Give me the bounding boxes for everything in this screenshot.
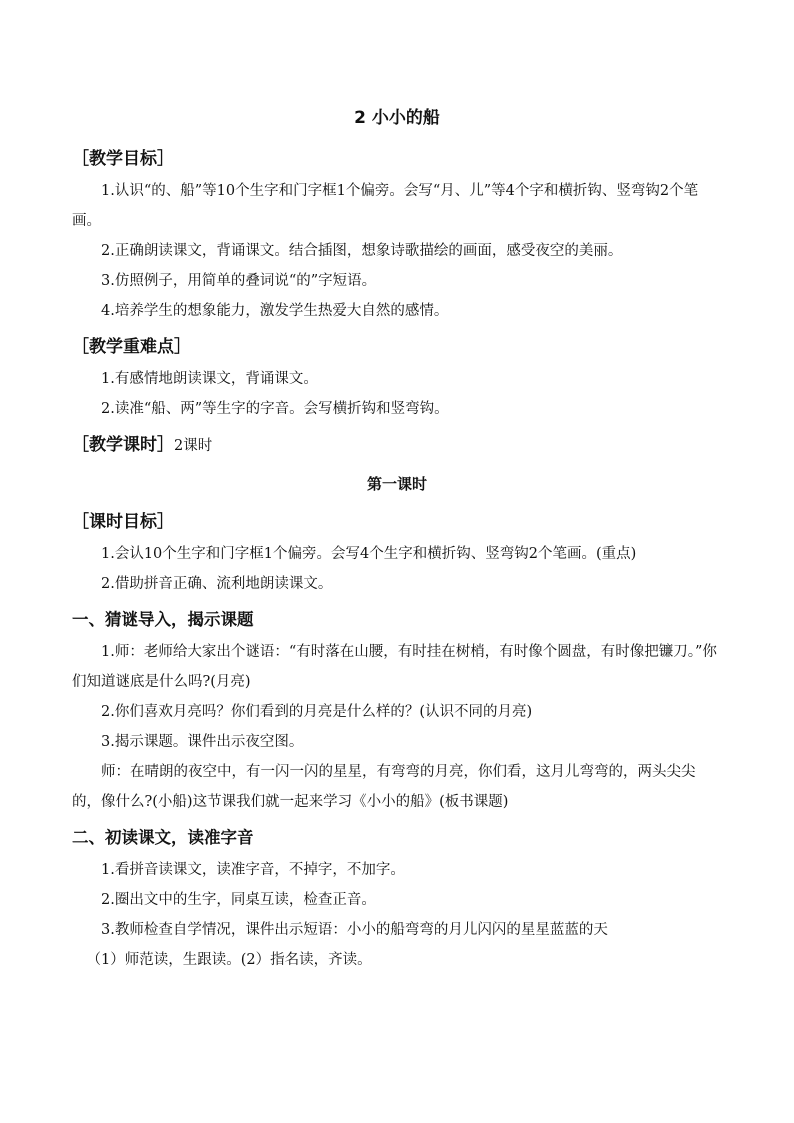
part-two-item: 2.圈出文中的生字，同桌互读，检查正音。: [101, 892, 376, 908]
period-goal-item: 1.会认10个生字和门字框1个偏旁。会写4个生字和横折钩、竖弯钩2个笔画。(重点): [101, 546, 637, 562]
part-one-item: 3.揭示课题。课件出示夜空图。: [101, 734, 304, 750]
part-one-item: 师：在晴朗的夜空中，有一闪一闪的星星，有弯弯的月亮，你们看，这月儿弯弯的，两头尖尖的，像什么?(小船)这节课我们就一起来学习《小小的船》(板书课题): [72, 764, 696, 810]
part-two-heading: 二、初读课文，读准字音: [72, 828, 254, 847]
key-points-heading: ［教学重难点］: [72, 337, 191, 357]
part-one-heading: 一、猜谜导入，揭示课题: [72, 610, 254, 629]
teaching-periods-value: 2课时: [174, 438, 213, 454]
part-two-item: 3.教师检查自学情况，课件出示短语：小小的船弯弯的月儿闪闪的星星蓝蓝的天: [101, 922, 608, 938]
period-goal-item: 2.借助拼音正确、流利地朗读课文。: [101, 576, 333, 592]
teaching-goal-item: 1.认识“的、船”等10个生字和门字框1个偏旁。会写“月、儿”等4个字和横折钩、竖弯钩2个笔画。: [72, 183, 699, 229]
key-point-item: 1.有感情地朗读课文，背诵课文。: [101, 371, 318, 387]
teaching-periods: [72, 430, 722, 461]
teaching-goal-item: 4.培养学生的想象能力，激发学生热爱大自然的感情。: [101, 303, 449, 319]
teaching-goal-item: 2.正确朗读课文，背诵课文。结合插图，想象诗歌描绘的画面，感受夜空的美丽。: [101, 243, 623, 259]
part-one-item: 1.师：老师给大家出个谜语：“有时落在山腰，有时挂在树梢，有时像个圆盘，有时像把镰刀。”你们知道谜底是什么吗?(月亮): [72, 644, 717, 690]
part-two-item: 1.看拼音读课文，读准字音，不掉字，不加字。: [101, 862, 405, 878]
part-one-item: 2.你们喜欢月亮吗？你们看到的月亮是什么样的？(认识不同的月亮): [101, 704, 533, 720]
teaching-goal-item: 3.仿照例子，用简单的叠词说“的”字短语。: [101, 273, 377, 289]
key-point-item: 2.读准“船、两”等生字的字音。会写横折钩和竖弯钩。: [101, 401, 449, 417]
period-goals-heading: ［课时目标］: [72, 512, 174, 532]
lesson-title: 2 小小的船: [354, 108, 440, 128]
teaching-periods-heading: ［教学课时］: [72, 435, 174, 455]
first-period-title: 第一课时: [366, 475, 427, 493]
teaching-goals-heading: ［教学目标］: [72, 149, 174, 169]
part-two-subitem: （1）师范读，生跟读。(2）指名读，齐读。: [86, 952, 372, 968]
